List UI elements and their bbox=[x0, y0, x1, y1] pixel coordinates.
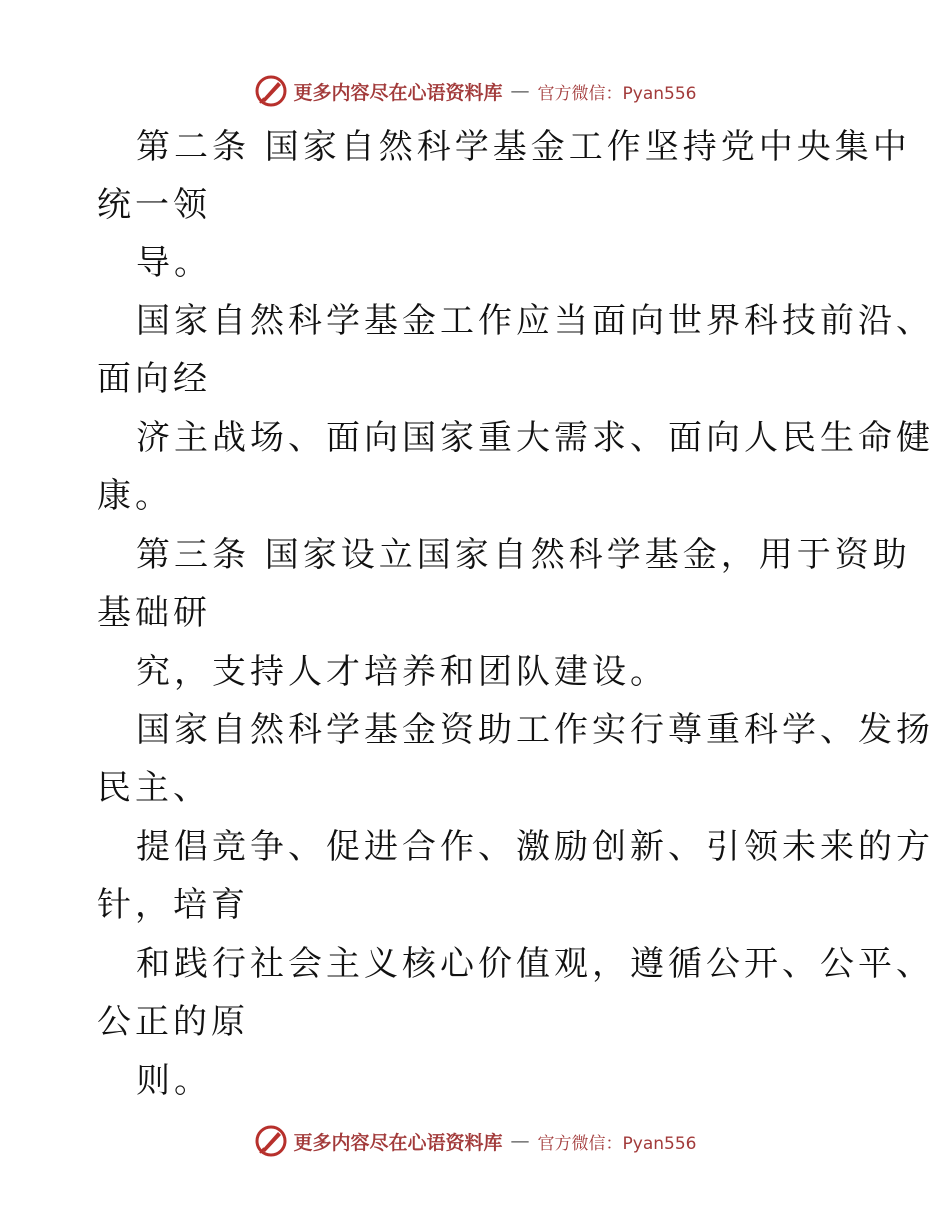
text-line: 第三条 国家设立国家自然科学基金，用于资助 bbox=[136, 535, 911, 575]
text-line: 面向经 bbox=[97, 359, 211, 399]
text-line: 国家自然科学基金资助工作实行尊重科学、发扬 bbox=[136, 710, 934, 750]
text-line: 导。 bbox=[136, 243, 212, 283]
banner-separator: — bbox=[510, 1130, 530, 1152]
text-line: 究，支持人才培养和团队建设。 bbox=[136, 652, 668, 692]
text-line: 康。 bbox=[97, 476, 173, 516]
text-line: 第二条 国家自然科学基金工作坚持党中央集中 bbox=[136, 127, 911, 167]
banner-main-text: 更多内容尽在心语资料库 bbox=[293, 81, 503, 104]
banner-wechat-text: 官方微信：Pyan556 bbox=[537, 1133, 697, 1154]
text-line: 国家自然科学基金工作应当面向世界科技前沿、 bbox=[136, 301, 934, 341]
text-line: 和践行社会主义核心价值观，遵循公开、公平、 bbox=[136, 944, 934, 984]
text-line: 济主战场、面向国家重大需求、面向人民生命健 bbox=[136, 418, 934, 458]
text-line: 民主、 bbox=[97, 768, 211, 808]
footer-banner bbox=[0, 1121, 950, 1161]
text-line: 则。 bbox=[136, 1061, 212, 1101]
text-line: 针，培育 bbox=[97, 885, 249, 925]
text-line: 基础研 bbox=[97, 593, 211, 633]
quill-pen-logo-icon bbox=[254, 1124, 288, 1158]
banner-main-text: 更多内容尽在心语资料库 bbox=[293, 1131, 503, 1154]
quill-pen-logo-icon bbox=[254, 74, 288, 108]
text-line: 提倡竞争、促进合作、激励创新、引领未来的方 bbox=[136, 827, 934, 867]
banner-separator: — bbox=[510, 80, 530, 102]
text-line: 统一领 bbox=[97, 185, 211, 225]
text-line: 公正的原 bbox=[97, 1002, 249, 1042]
header-banner bbox=[0, 71, 950, 111]
banner-wechat-text: 官方微信：Pyan556 bbox=[537, 83, 697, 104]
